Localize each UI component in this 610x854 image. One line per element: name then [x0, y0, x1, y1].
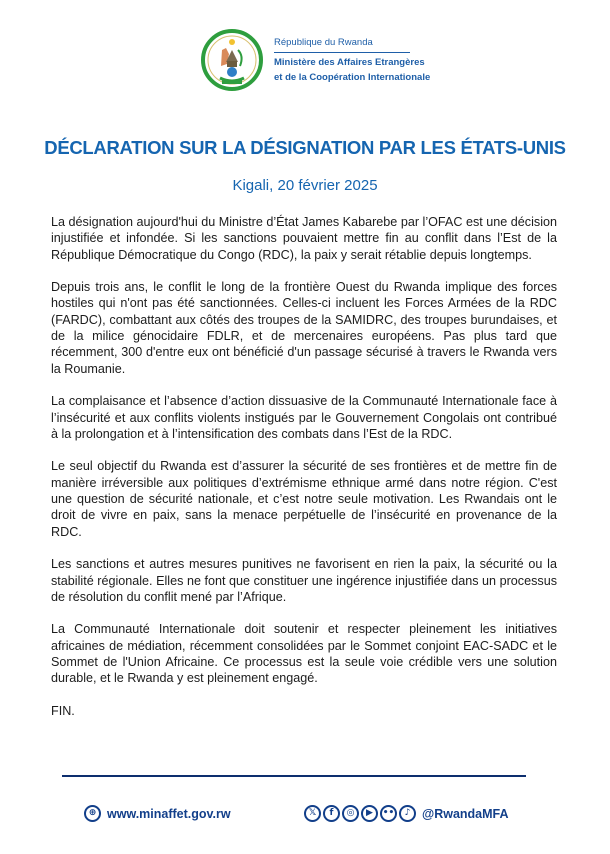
paragraph: La désignation aujourd'hui du Ministre d’État James Kabarebe par l’OFAC est une décision injustifiée et infondée. Si les sanctions pouvaient mettre fin au conflit dans l’Est de la République Démocratique du Congo (RDC), la paix y serait rétablie depuis longtemps.: [51, 215, 557, 262]
website-link-group[interactable]: [84, 805, 231, 822]
ministry-name-line-1: Ministère des Affaires Etrangères: [274, 57, 425, 68]
x-icon[interactable]: 𝕏: [304, 805, 321, 822]
paragraph: Le seul objectif du Rwanda est d’assurer la sécurité de ses frontières et de mettre fin de manière irréversible aux politiques d’extrémisme ethnique armé dans notre région. C'est une question de sécurité nationale, et c’est notre seule motivation. Les Rwandais ont le droit de vivre en paix, sans la menace perpétuelle de l’insécurité en provenance de la RDC.: [51, 459, 557, 539]
youtube-icon[interactable]: ▶: [361, 805, 378, 822]
country-name: République du Rwanda: [274, 37, 410, 53]
tiktok-icon[interactable]: ♪: [399, 805, 416, 822]
flickr-icon[interactable]: ••: [380, 805, 397, 822]
dateline: Kigali, 20 février 2025: [232, 177, 378, 194]
instagram-icon[interactable]: ◎: [342, 805, 359, 822]
website-link[interactable]: www.minaffet.gov.rw: [107, 806, 231, 821]
globe-icon: ⊕: [84, 805, 101, 822]
letterhead: [200, 24, 440, 96]
ministry-name-block: [274, 37, 430, 83]
paragraph: La complaisance et l’absence d’action dissuasive de la Communauté Internationale face à l’insécurité et aux conflits violents instigués par le Gouvernement Congolais ont contribué à la prolongation et à l’intensification des combats dans l’Est de la RDC.: [51, 394, 557, 441]
social-media-group: [304, 805, 509, 822]
rwanda-coat-of-arms-icon: [200, 28, 264, 92]
closing-mark: FIN.: [51, 703, 75, 718]
paragraph: Depuis trois ans, le conflit le long de la frontière Ouest du Rwanda implique des forces hostiles qui n'ont pas été sanctionnées. Celles-ci incluent les Forces Armées de la RDC (FARDC), combattant aux côtés des troupes de la SAMIDRC, des troupes burundaises, et de la milice génocidaire FDLR, et de mercenaires européens. Pas plus tard que récemment, 300 d'entre eux ont bénéficié d'un passage sécurisé à travers le Rwanda vers la Roumanie.: [51, 280, 557, 376]
paragraph: La Communauté Internationale doit soutenir et respecter pleinement les initiatives africaines de médiation, récemment consolidées par le Sommet conjoint EAC-SADC et le Sommet de l'Union Africaine. Ce processus est la seule voie crédible vers une solution durable, et le Rwanda y est pleinement engagé.: [51, 622, 557, 686]
ministry-name-line-2: et de la Coopération Internationale: [274, 72, 431, 83]
social-handle[interactable]: @RwandaMFA: [422, 806, 509, 821]
statement-body: [51, 214, 557, 736]
footer-divider: [62, 775, 526, 777]
facebook-icon[interactable]: f: [323, 805, 340, 822]
document-title: DÉCLARATION SUR LA DÉSIGNATION PAR LES ÉTATS-UNIS: [44, 137, 566, 158]
paragraph: Les sanctions et autres mesures punitives ne favorisent en rien la paix, la sécurité ou la stabilité régionale. Elles ne font que constituer une ingérence injustifiée dans un processus de résolution du conflit mené par l’Afrique.: [51, 557, 557, 604]
